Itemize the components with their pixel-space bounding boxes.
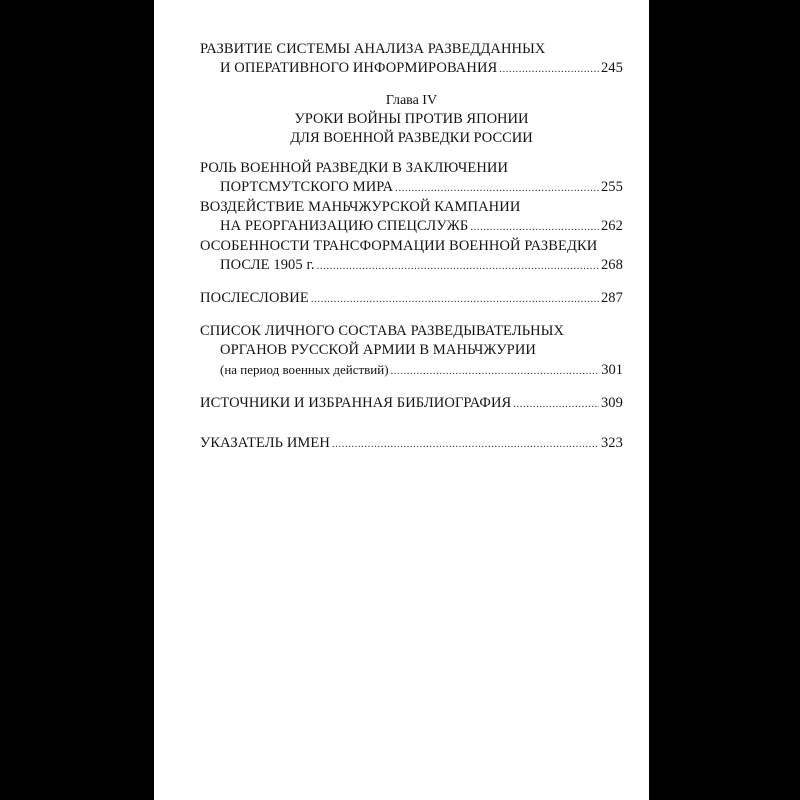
dot-leader xyxy=(499,60,599,79)
toc-entry-title: ПОСЛЕСЛОВИЕ xyxy=(200,290,309,306)
toc-entry-line xyxy=(200,178,623,198)
chapter-heading xyxy=(200,91,623,148)
chapter-title-line: ДЛЯ ВОЕННОЙ РАЗВЕДКИ РОССИИ xyxy=(290,130,533,146)
left-black-border xyxy=(0,0,154,800)
dot-leader xyxy=(391,362,600,381)
toc-entry-title: НА РЕОРГАНИЗАЦИЮ СПЕЦСЛУЖБ xyxy=(220,218,469,234)
toc-page-number: 287 xyxy=(600,290,623,306)
toc-entry-line xyxy=(200,40,623,59)
toc-entry-title: РАЗВИТИЕ СИСТЕМЫ АНАЛИЗА РАЗВЕДДАННЫХ xyxy=(200,41,546,57)
right-black-border xyxy=(649,0,800,800)
toc-page-number: 301 xyxy=(601,362,623,378)
toc-entry-transformation xyxy=(200,237,623,276)
toc-entry-title: УКАЗАТЕЛЬ ИМЕН xyxy=(200,435,330,451)
table-of-contents xyxy=(200,40,623,454)
chapter-title-line: УРОКИ ВОЙНЫ ПРОТИВ ЯПОНИИ xyxy=(294,111,529,127)
toc-page-number: 255 xyxy=(600,179,623,195)
dot-leader xyxy=(317,257,599,276)
toc-entry-line xyxy=(200,59,623,79)
toc-entry-sources xyxy=(200,394,623,414)
toc-entry-line xyxy=(200,394,623,414)
toc-entry-portsmouth xyxy=(200,159,623,198)
chapter-label: Глава IV xyxy=(385,93,438,108)
toc-entry-line xyxy=(200,198,623,217)
toc-entry-line xyxy=(200,322,623,341)
toc-entry-line xyxy=(200,434,623,454)
toc-entry-title: ОСОБЕННОСТИ ТРАНСФОРМАЦИИ ВОЕННОЙ РАЗВЕДКИ xyxy=(200,238,598,254)
toc-entry-manchurian xyxy=(200,198,623,237)
toc-entry-title: СПИСОК ЛИЧНОГО СОСТАВА РАЗВЕДЫВАТЕЛЬНЫХ xyxy=(200,323,565,339)
toc-entry-title: ВОЗДЕЙСТВИЕ МАНЬЧЖУРСКОЙ КАМПАНИИ xyxy=(200,199,521,215)
dot-leader xyxy=(513,395,599,414)
toc-entry-personnel-list xyxy=(200,322,623,381)
toc-entry-line xyxy=(200,341,623,360)
toc-entry-line xyxy=(200,159,623,178)
toc-entry-line xyxy=(200,256,623,276)
toc-entry-line xyxy=(200,289,623,309)
toc-entry-title: И ОПЕРАТИВНОГО ИНФОРМИРОВАНИЯ xyxy=(220,60,498,76)
dot-leader xyxy=(395,179,599,198)
toc-entry-title: РОЛЬ ВОЕННОЙ РАЗВЕДКИ В ЗАКЛЮЧЕНИИ xyxy=(200,160,509,176)
toc-page-number: 245 xyxy=(600,60,623,76)
toc-entry-subtitle: (на период военных действий) xyxy=(220,362,389,377)
toc-page-number: 323 xyxy=(600,435,623,451)
toc-page-number: 268 xyxy=(600,257,623,273)
toc-entry-line xyxy=(200,237,623,256)
toc-page-number: 309 xyxy=(600,395,623,411)
toc-entry-title: ИСТОЧНИКИ И ИЗБРАННАЯ БИБЛИОГРАФИЯ xyxy=(200,395,512,411)
toc-entry-line xyxy=(200,217,623,237)
toc-entry-name-index xyxy=(200,434,623,454)
toc-entry-line xyxy=(200,360,623,381)
toc-entry-title: ОРГАНОВ РУССКОЙ АРМИИ В МАНЬЧЖУРИИ xyxy=(220,342,536,358)
toc-page-number: 262 xyxy=(600,218,623,234)
book-page xyxy=(154,0,649,800)
toc-entry-title: ПОСЛЕ 1905 г. xyxy=(220,257,315,273)
toc-entry-title: ПОРТСМУТСКОГО МИРА xyxy=(220,179,394,195)
dot-leader xyxy=(311,290,599,309)
toc-entry-analysis xyxy=(200,40,623,79)
dot-leader xyxy=(470,218,599,237)
toc-entry-afterword xyxy=(200,289,623,309)
dot-leader xyxy=(332,435,599,454)
